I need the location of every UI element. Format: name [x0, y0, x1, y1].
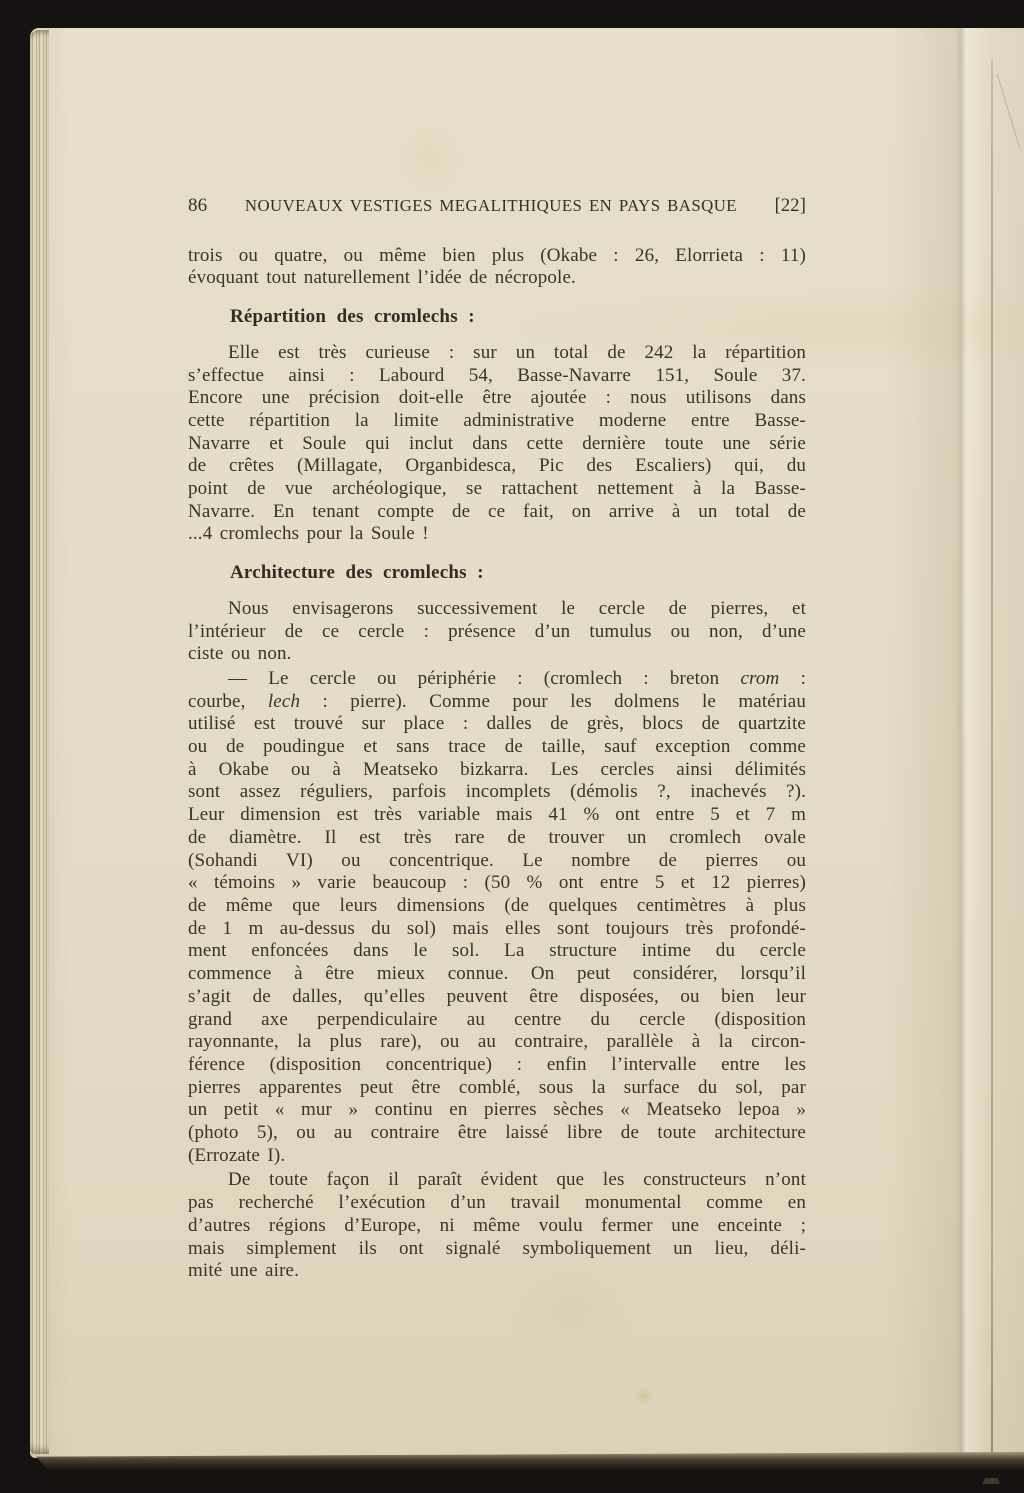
corner-fold-line	[997, 74, 1021, 149]
text-line: de 1 m au-dessus du sol) mais elles sont toujours très profondé-	[188, 917, 806, 939]
text-line: un petit « mur » continu en pierres sèches « Meatseko lepoa »	[188, 1099, 806, 1121]
text-line: l’intérieur de ce cercle : présence d’un tumulus ou non, d’une	[188, 620, 806, 642]
text-line: Navarre. En tenant compte de ce fait, on arrive à un total de	[188, 500, 806, 522]
text-line: mais simplement ils ont signalé symboliquement un lieu, déli-	[188, 1237, 806, 1259]
text-line: d’autres régions d’Europe, ni même voulu fermer une enceinte ;	[188, 1214, 806, 1236]
paragraph	[188, 245, 806, 290]
text-line: pierres apparentes peut être comblé, sous la surface du sol, par	[188, 1076, 806, 1098]
page-number: 86	[188, 195, 208, 216]
text-line: férence (disposition concentrique) : enfin l’intervalle entre les	[188, 1053, 806, 1075]
text-line: Elle est très curieuse : sur un total de 242 la répartition	[228, 341, 806, 363]
text-line: cette répartition la limite administrative moderne entre Basse-	[188, 409, 806, 431]
text-line: Encore une précision doit-elle être ajoutée : nous utilisons dans	[188, 387, 806, 409]
running-title: NOUVEAUX VESTIGES MEGALITHIQUES EN PAYS BASQUE	[244, 196, 737, 215]
text-line: Leur dimension est très variable mais 41 % ont entre 5 et 7 m	[188, 804, 806, 826]
text-line: mité une aire.	[188, 1260, 300, 1282]
text-line: De toute façon il paraît évident que les constructeurs n’ont	[228, 1169, 806, 1191]
paragraph	[188, 1169, 806, 1283]
text-line: de diamètre. Il est très rare de trouver un cromlech ovale	[188, 826, 806, 848]
text-line: sont assez réguliers, parfois incomplets (démolis ?, inachevés ?).	[188, 781, 806, 803]
paragraph	[188, 668, 806, 1167]
text-line: courbe, lech : pierre). Comme pour les dolmens le matériau	[188, 690, 806, 712]
paragraph	[188, 342, 806, 546]
page-content	[188, 195, 806, 1283]
text-line: grand axe perpendiculaire au centre du cercle (disposition	[188, 1008, 806, 1030]
text-line: rayonnante, la plus rare), ou au contraire, parallèle à la circon-	[188, 1031, 806, 1053]
text-line: évoquant tout naturellement l’idée de nécropole.	[188, 267, 576, 289]
text-line: ...4 cromlechs pour la Soule !	[188, 523, 429, 545]
paragraph	[188, 598, 806, 666]
text-line: commence à être mieux connue. On peut considérer, lorsqu’il	[188, 963, 806, 985]
column-number: [22]	[774, 196, 806, 216]
text-line: de même que leurs dimensions (de quelques centimètres à plus	[188, 894, 806, 916]
text-line: « témoins » varie beaucoup : (50 % ont entre 5 et 12 pierres)	[188, 872, 806, 894]
text-line: ment enfoncées dans le sol. La structure intime du cercle	[188, 940, 806, 962]
text-line: (Sohandi VI) ou concentrique. Le nombre de pierres ou	[188, 849, 806, 871]
section-heading: Répartition des cromlechs :	[230, 306, 475, 328]
text-line: Nous envisagerons successivement le cercle de pierres, et	[228, 597, 806, 619]
running-header	[188, 195, 806, 218]
text-line: s’effectue ainsi : Labourd 54, Basse-Navarre 151, Soule 37.	[188, 364, 806, 386]
text-line: pas recherché l’exécution d’un travail monumental comme en	[188, 1192, 806, 1214]
text-line: (Errozate I).	[188, 1144, 286, 1166]
text-line: s’agit de dalles, qu’elles peuvent être disposées, ou bien leur	[188, 985, 806, 1007]
text-line: ou de poudingue et sans trace de taille, sauf exception comme	[188, 736, 806, 758]
text-line: trois ou quatre, ou même bien plus (Okabe : 26, Elorrieta : 11)	[188, 244, 806, 266]
gutter-crease	[991, 60, 993, 1482]
text-line: Navarre et Soule qui inclut dans cette dernière toute une série	[188, 432, 806, 454]
text-line: — Le cercle ou périphérie : (cromlech : breton crom :	[228, 667, 806, 689]
text-line: utilisé est trouvé sur place : dalles de grès, blocs de quartzite	[188, 713, 806, 735]
text-line: de crêtes (Millagate, Organbidesca, Pic des Escaliers) qui, du	[188, 455, 806, 477]
text-line: (photo 5), ou au contraire être laissé libre de toute architecture	[188, 1122, 806, 1144]
text-line: ciste ou non.	[188, 643, 292, 665]
page-stack-edges	[30, 30, 49, 1454]
section-heading: Architecture des cromlechs :	[230, 562, 484, 584]
text-line: à Okabe ou à Meatseko bizkarra. Les cercles ainsi délimités	[188, 758, 806, 780]
body-text	[188, 245, 806, 1283]
text-line: point de vue archéologique, se rattachent nettement à la Basse-	[188, 478, 806, 500]
book-page	[30, 28, 1024, 1458]
